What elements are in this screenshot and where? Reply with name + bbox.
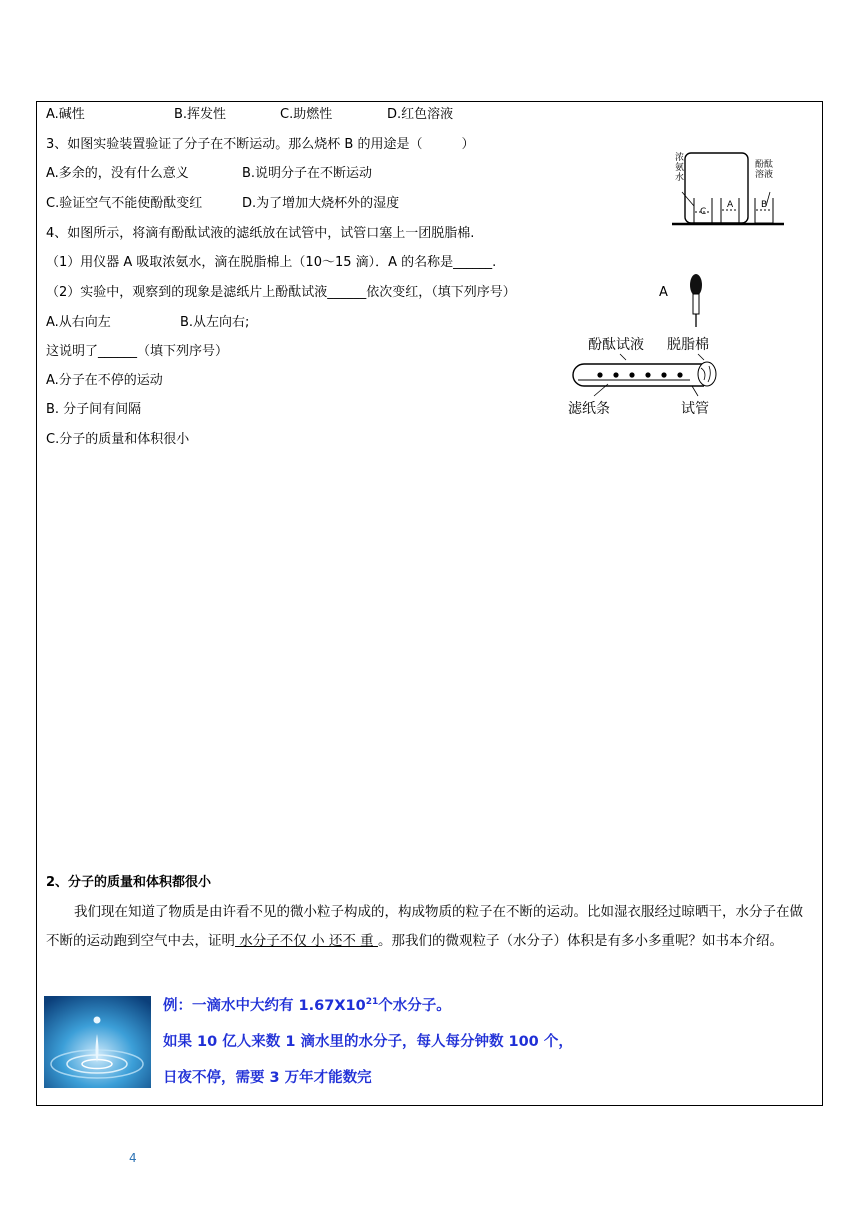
water-drop-image bbox=[44, 996, 151, 1088]
example-line-1-text: 例：一滴水中大约有 1.67X10 bbox=[163, 998, 366, 1014]
q4-sub3-option-a: A.分子在不停的运动 bbox=[46, 373, 163, 388]
q4-sub3-option-b: B. 分子间有间隔 bbox=[46, 402, 142, 417]
section2-heading: 2、分子的质量和体积都很小 bbox=[46, 875, 212, 890]
dropper-icon bbox=[688, 274, 704, 328]
example-line-2: 如果 10 亿人来数 1 滴水里的水分子，每人每分钟数 100 个， bbox=[163, 1034, 573, 1050]
prev-option-c: C.助燃性 bbox=[280, 107, 333, 122]
q4-sub1: （1）用仪器 A 吸取浓氨水，滴在脱脂棉上（10～15 滴）．A 的名称是______. bbox=[46, 255, 497, 270]
q4-sub2-option-b: B.从左向右; bbox=[180, 315, 250, 330]
section2-para-part2: 。那我们的微观粒子（水分子）体积是有多小多重呢？如书本介绍。 bbox=[377, 933, 783, 949]
beaker-b-label: B bbox=[761, 200, 768, 210]
example-line-3: 日夜不停，需要 3 万年才能数完 bbox=[163, 1070, 372, 1086]
section2-para-underlined: 水分子不仅 小 还不 重 bbox=[235, 933, 378, 949]
test-tube-label: 试管 bbox=[681, 401, 709, 417]
beaker-figure bbox=[672, 150, 784, 230]
q3-option-d: D.为了增加大烧杯外的湿度 bbox=[242, 196, 400, 211]
section2-para-part1: 我们现在知道了物质是由许看不见的微小粒子构成的，构成物质的粒子在不断的运动。比如湿衣服经过晾晒干，水分子在做不断的运动跑到空气中去，证明 bbox=[46, 904, 803, 949]
q3-option-a: A.多余的，没有什么意义 bbox=[46, 166, 189, 181]
beaker-a-label: A bbox=[727, 200, 734, 210]
example-exponent: 21 bbox=[365, 997, 379, 1008]
phenolphthalein-label: 酚酞溶液 bbox=[755, 160, 774, 180]
q4-sub2: （2）实验中，观察到的现象是滤纸片上酚酞试液______依次变红，（填下列序号） bbox=[46, 285, 516, 300]
section2-paragraph bbox=[46, 898, 816, 956]
water-drop-picture bbox=[44, 996, 151, 1088]
prev-option-b: B.挥发性 bbox=[174, 107, 227, 122]
cotton-label: 脱脂棉 bbox=[667, 337, 709, 353]
prev-option-a: A.碱性 bbox=[46, 107, 85, 122]
phenolphthalein-solution-label: 酚酞试液 bbox=[588, 337, 644, 353]
q3-option-b: B.说明分子在不断运动 bbox=[242, 166, 373, 181]
dropper-figure bbox=[688, 274, 704, 328]
q3-option-c: C.验证空气不能使酚酞变红 bbox=[46, 196, 203, 211]
beaker-c-label: C bbox=[700, 207, 707, 217]
q4-stem: 4、如图所示，将滴有酚酞试液的滤纸放在试管中，试管口塞上一团脱脂棉. bbox=[46, 226, 475, 241]
q4-sub2-option-a: A.从右向左 bbox=[46, 315, 111, 330]
page-number: 4 bbox=[129, 1151, 137, 1165]
ammonia-label: 浓氨水 bbox=[675, 153, 685, 183]
dropper-label: A bbox=[659, 285, 668, 300]
test-tube-diagram bbox=[564, 352, 726, 398]
example-line-1-suffix: 个水分子。 bbox=[378, 998, 451, 1014]
example-line-1 bbox=[163, 994, 451, 1015]
test-tube-figure bbox=[564, 334, 726, 420]
filter-paper-label: 滤纸条 bbox=[568, 401, 610, 417]
q4-sub3: 这说明了______（填下列序号） bbox=[46, 344, 229, 359]
q3-stem: 3、如图实验装置验证了分子在不断运动。那么烧杯 B 的用途是（ ） bbox=[46, 137, 475, 152]
prev-option-d: D.红色溶液 bbox=[387, 107, 454, 122]
q4-sub3-option-c: C.分子的质量和体积很小 bbox=[46, 432, 190, 447]
